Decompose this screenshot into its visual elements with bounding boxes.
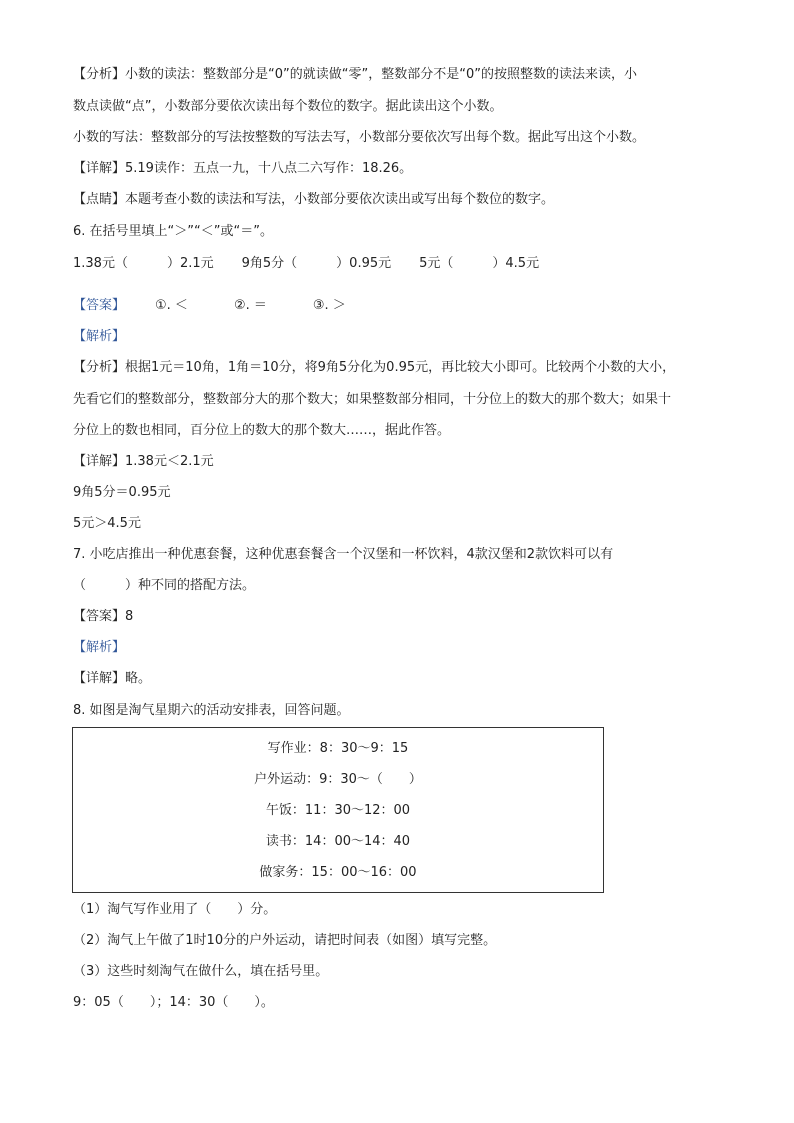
q6-analysis-line1: 【分析】根据1元＝10角，1角＝10分，将9角5分化为0.95元，再比较大小即可。比较两个小数的大小， [73,360,676,375]
analysis1-line2: 数点读做“点”，小数部分要依次读出每个数位的数字。据此读出这个小数。 [73,99,503,114]
schedule-row: 写作业：8：30～9：15 [267,741,409,756]
q7-line2: （ ）种不同的搭配方法。 [73,578,256,593]
answer-2: ②. ＝ [233,298,267,313]
schedule-row: 午饭：11：30～12：00 [265,803,411,818]
q6-analysis-line2: 先看它们的整数部分，整数部分大的那个数大；如果整数部分相同，十分位上的数大的那个数大；如果十 [73,392,672,407]
q6-item3: 5元（ ）4.5元 [419,256,540,271]
q8-sub3: （3）这些时刻淘气在做什么，填在括号里。 [73,964,329,979]
schedule-row: 读书：14：00～14：40 [265,834,411,849]
q6-detail-line3: 5元＞4.5元 [73,516,141,531]
q6-jiexi: 【解析】 [73,329,126,344]
q8-title: 8. 如图是淘气星期六的活动安排表，回答问题。 [73,703,350,718]
q6-item2: 9角5分（ ）0.95元 [241,256,392,271]
q6-detail-line2: 9角5分＝0.95元 [73,485,171,500]
q6-items [73,254,539,274]
q6-item1: 1.38元（ ）2.1元 [73,256,214,271]
q7-detail: 【详解】略。 [73,671,152,686]
comment1: 【点睛】本题考查小数的读法和写法，小数部分要依次读出或写出每个数位的数字。 [73,192,555,207]
q7-line1: 7. 小吃店推出一种优惠套餐，这种优惠套餐含一个汉堡和一杯饮料，4款汉堡和2款饮料可以有 [73,547,614,562]
q8-sub2: （2）淘气上午做了1时10分的户外运动，请把时间表（如图）填写完整。 [73,933,497,948]
answer-1: ①. ＜ [155,298,188,313]
q8-sub1: （1）淘气写作业用了（ ）分。 [73,902,277,917]
q6-detail-line1: 【详解】1.38元＜2.1元 [73,454,214,469]
schedule-row: 做家务：15：00～16：00 [259,865,417,880]
q7-jiexi: 【解析】 [73,640,126,655]
answer-3: ③. ＞ [312,298,346,313]
q6-analysis-line3: 分位上的数也相同，百分位上的数大的那个数大……，据此作答。 [73,423,451,438]
detail1: 【详解】5.19读作：五点一九，十八点二六写作：18.26。 [73,161,413,176]
q7-answer: 【答案】8 [73,609,134,624]
q6-answer-row [73,296,346,316]
answer-label: 【答案】 [73,298,126,313]
analysis1-line1: 【分析】小数的读法：整数部分是“0”的就读做“零”，整数部分不是“0”的按照整数的读法来读，小 [73,67,637,82]
schedule-row: 户外运动：9：30～（ ） [254,772,422,787]
q6-title: 6. 在括号里填上“＞”“＜”或“＝”。 [73,224,273,239]
q8-sub3-answers: 9：05（ ）；14：30（ ）。 [73,995,274,1010]
schedule-table [72,727,604,893]
analysis1-line3: 小数的写法：整数部分的写法按整数的写法去写，小数部分要依次写出每个数。据此写出这个小数。 [73,130,646,145]
